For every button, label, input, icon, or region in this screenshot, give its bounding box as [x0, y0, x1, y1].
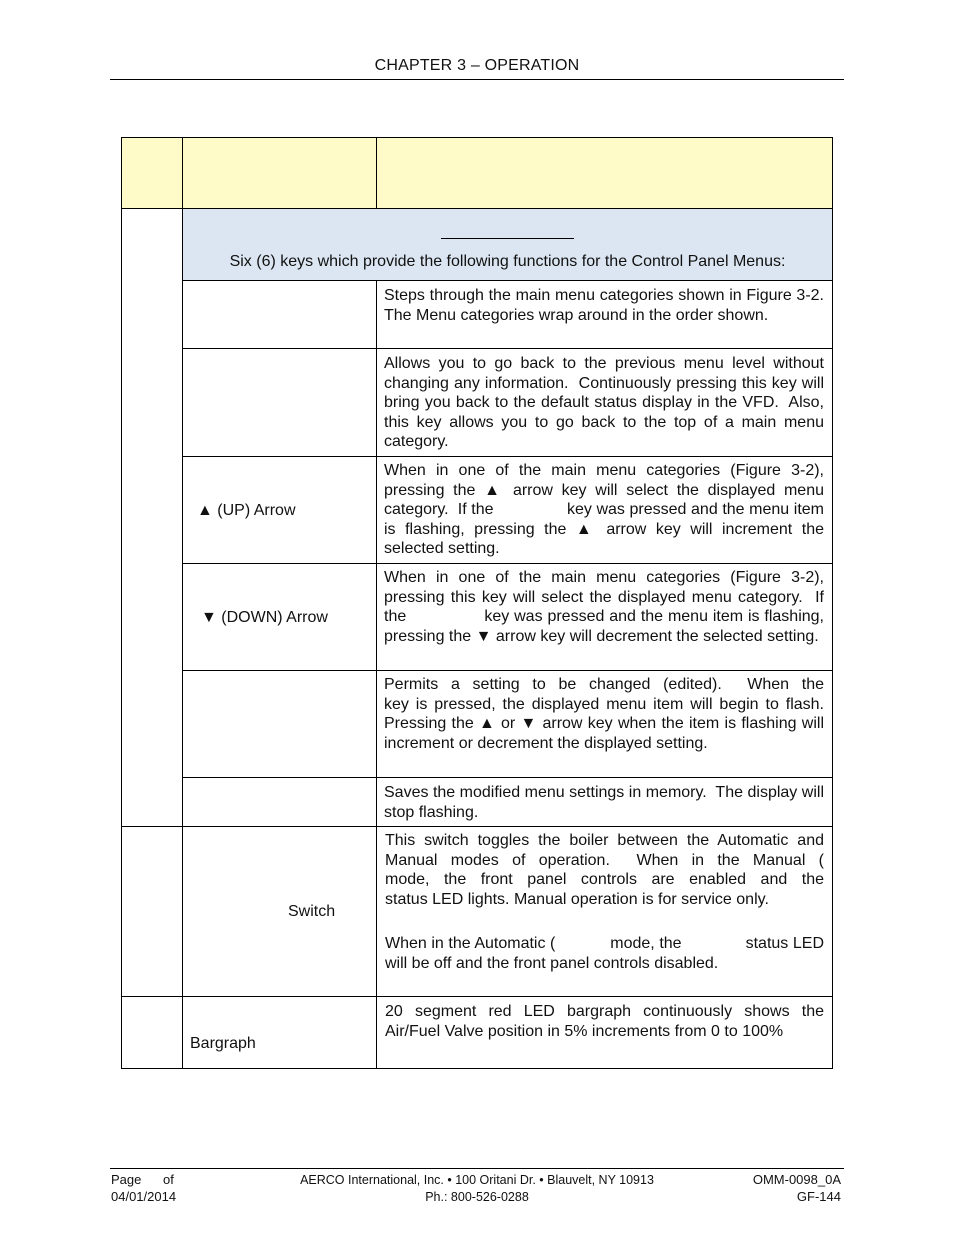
item-cell-bargraph: [121, 996, 183, 1069]
switch-name-cell: [182, 826, 377, 997]
up-arrow-key-label: ▲ (UP) Arrow: [197, 502, 296, 519]
company-address: AERCO International, Inc. • 100 Oritani Dr. • Blauvelt, NY 10913: [300, 1173, 654, 1187]
key-description: When in one of the main menu categories (Figure 3-2), pressing this key will select the displayed menu category. If the key was pressed and the menu item is flashing, pressing the ▼ arrow key will decrement the selected setting.: [384, 569, 829, 645]
subheader-underline: [441, 238, 574, 239]
bargraph-name-cell: [182, 996, 377, 1069]
header-cell-function: [376, 137, 833, 209]
key-name-cell: [182, 777, 377, 827]
key-description: Permits a setting to be changed (edited). When the key is pressed, the displayed menu item will begin to flash. Pressing the ▲ or ▼ arrow key when the item is flashing will increment or decrement the displayed setting.: [384, 676, 896, 752]
bargraph-description: 20 segment red LED bargraph continuously shows the Air/Fuel Valve position in 5% increments from 0 to 100%: [385, 1003, 828, 1040]
key-name-cell: [182, 670, 377, 778]
chapter-title: CHAPTER 3 – OPERATION: [374, 57, 580, 74]
switch-description-automatic: When in the Automatic ( mode, the status LED will be off and the front panel controls disabled.: [385, 935, 829, 972]
header-cell-item: [121, 137, 183, 209]
page-number-label: Page of: [111, 1172, 174, 1187]
down-arrow-key-label: ▼ (DOWN) Arrow: [201, 609, 328, 626]
switch-label: Switch: [288, 903, 336, 920]
key-name-cell: [182, 280, 377, 349]
subheader-text: Six (6) keys which provide the following functions for the Control Panel Menus:: [229, 253, 786, 270]
key-description: Allows you to go back to the previous menu level without changing any information. Continuously pressing this key will bring you back to the default status display in the VFD. Also, this key allows you to go back to the top of a main menu category.: [384, 355, 829, 451]
bargraph-label: Bargraph: [190, 1035, 256, 1052]
footer-date: 04/01/2014: [111, 1189, 177, 1204]
company-phone: Ph.: 800-526-0288: [425, 1190, 529, 1204]
item-cell-menu-keys: [121, 208, 183, 827]
key-name-cell: [182, 348, 377, 457]
document-number: OMM-0098_0A: [752, 1172, 841, 1187]
switch-description-manual: This switch toggles the boiler between the Automatic and Manual modes of operation. When in the Manual ( mode, the front panel controls are enabled and the status LED lights. Manual operation is for service only.: [385, 832, 887, 908]
key-description: When in one of the main menu categories (Figure 3-2), pressing the ▲ arrow key will select the displayed menu category. If the key was pressed and the menu item is flashing, pressing the ▲ arrow key will increment the selected setting.: [384, 462, 829, 558]
footer-rule: [110, 1168, 844, 1169]
key-description: Steps through the main menu categories shown in Figure 3-2. The Menu categories wrap around in the order shown.: [384, 287, 833, 324]
form-number: GF-144: [796, 1189, 841, 1204]
item-cell-switch: [121, 826, 183, 997]
key-description: Saves the modified menu settings in memory. The display will stop flashing.: [384, 784, 829, 821]
header-cell-control: [182, 137, 377, 209]
